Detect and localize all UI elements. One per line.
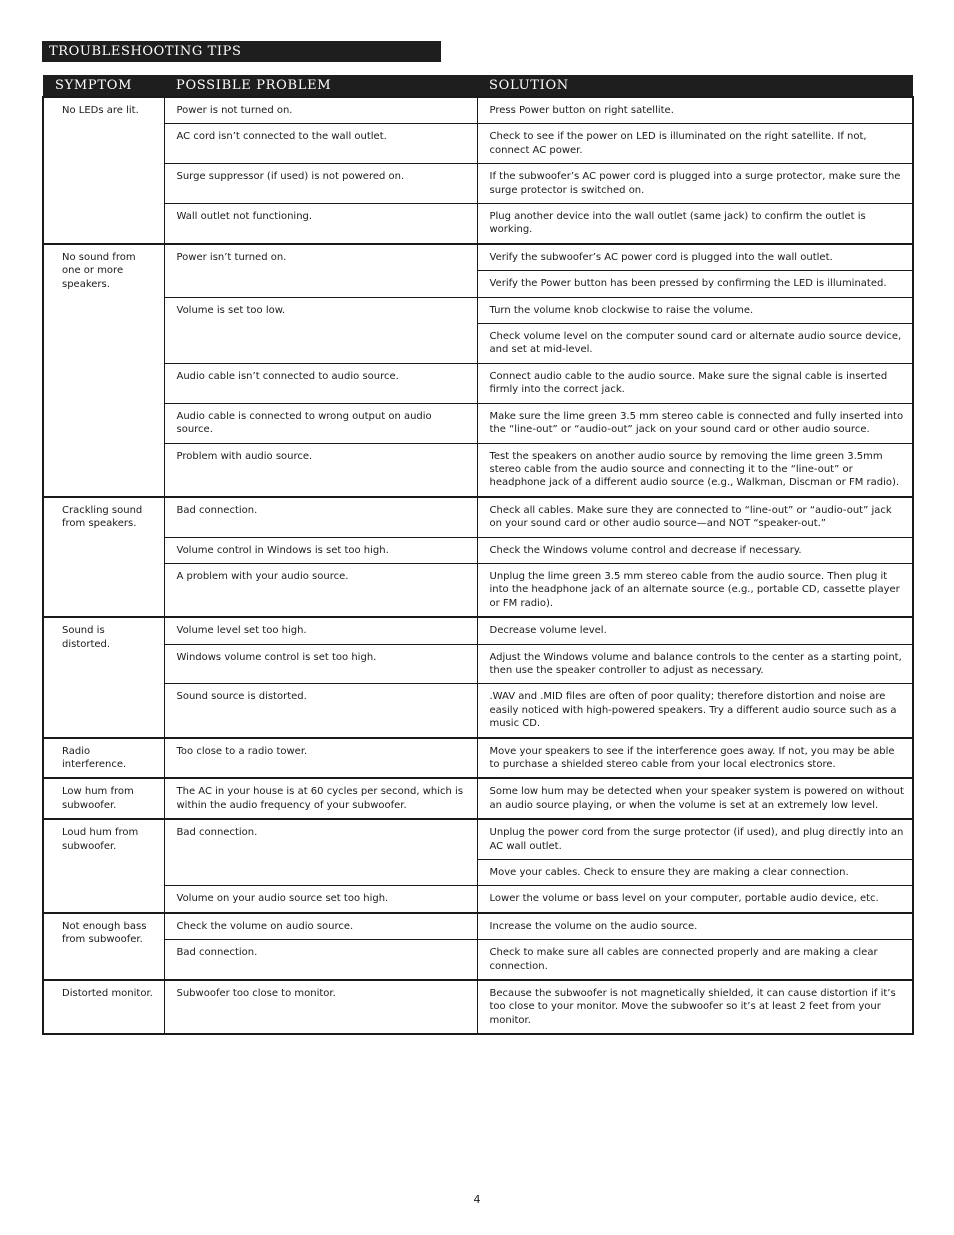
table-header-row [43,75,913,97]
symptom-group [43,244,913,497]
solution-cell: Test the speakers on another audio source by removing the lime green 3.5mm stereo cable from the audio source and connecting it to the “line-out” or headphone jack of a different audio source (e.g., Walkman, Discman or FM radio). [477,443,913,497]
problem-cell: Volume control in Windows is set too high. [164,537,477,563]
symptom-group [43,778,913,819]
solution-cell: Check to make sure all cables are connected properly and are making a clear connection. [477,940,913,980]
section-title: TROUBLESHOOTING TIPS [42,41,441,62]
table-row [43,778,913,819]
solution-cell: Lower the volume or bass level on your computer, portable audio device, etc. [477,886,913,913]
solution-cell: Turn the volume knob clockwise to raise the volume. [477,297,913,323]
problem-cell: A problem with your audio source. [164,563,477,617]
solution-cell: Verify the subwoofer’s AC power cord is plugged into the wall outlet. [477,244,913,271]
symptom-cell: Crackling sound from speakers. [43,497,164,617]
header-solution: SOLUTION [477,75,913,97]
solution-cell: Move your speakers to see if the interference goes away. If not, you may be able to purchase a shielded stereo cable from your local electronics store. [477,738,913,779]
problem-cell: Power is not turned on. [164,97,477,124]
table-row [43,204,913,244]
symptom-cell: Not enough bass from subwoofer. [43,913,164,980]
troubleshooting-table [42,75,914,1035]
problem-cell: Too close to a radio tower. [164,738,477,779]
solution-cell: If the subwoofer’s AC power cord is plugged into a surge protector, make sure the surge protector is switched on. [477,164,913,204]
problem-cell: Bad connection. [164,497,477,537]
solution-cell: Verify the Power button has been pressed by confirming the LED is illuminated. [477,271,913,297]
table-row [43,363,913,403]
symptom-group [43,738,913,779]
symptom-cell: No LEDs are lit. [43,97,164,244]
symptom-group [43,617,913,737]
problem-cell: Check the volume on audio source. [164,913,477,940]
table-row [43,980,913,1034]
solution-cell: .WAV and .MID files are often of poor quality; therefore distortion and noise are easily noticed with high-powered speakers. Try a different audio source such as a music CD. [477,684,913,738]
solution-cell: Adjust the Windows volume and balance controls to the center as a starting point, then use the speaker controller to adjust as necessary. [477,644,913,684]
solution-cell: Unplug the power cord from the surge protector (if used), and plug directly into an AC wall outlet. [477,819,913,859]
problem-cell: Bad connection. [164,940,477,980]
symptom-group [43,819,913,913]
symptom-cell: Radio interference. [43,738,164,779]
problem-cell: Subwoofer too close to monitor. [164,980,477,1034]
problem-cell: Sound source is distorted. [164,684,477,738]
solution-cell: Make sure the lime green 3.5 mm stereo cable is connected and fully inserted into the “line-out” or “audio-out” jack on your sound card or other audio source. [477,403,913,443]
problem-cell: Volume on your audio source set too high. [164,886,477,913]
problem-cell: The AC in your house is at 60 cycles per second, which is within the audio frequency of your subwoofer. [164,778,477,819]
table-row [43,886,913,913]
problem-cell: Windows volume control is set too high. [164,644,477,684]
problem-cell: Audio cable is connected to wrong output on audio source. [164,403,477,443]
table-row [43,97,913,124]
symptom-group [43,97,913,244]
table-row [43,244,913,271]
problem-cell: Problem with audio source. [164,443,477,497]
table-row [43,164,913,204]
solution-cell: Unplug the lime green 3.5 mm stereo cable from the audio source. Then plug it into the headphone jack of an alternate source (e.g., portable CD, cassette player or FM radio). [477,563,913,617]
problem-cell: Volume level set too high. [164,617,477,644]
symptom-cell: Distorted monitor. [43,980,164,1034]
problem-cell: Volume is set too low. [164,297,477,363]
solution-cell: Because the subwoofer is not magnetically shielded, it can cause distortion if it’s too close to your monitor. Move the subwoofer so it’s at least 2 feet from your monitor. [477,980,913,1034]
header-possible-problem: POSSIBLE PROBLEM [164,75,477,97]
table-row [43,537,913,563]
table-row [43,124,913,164]
table-row [43,563,913,617]
solution-cell: Check to see if the power on LED is illuminated on the right satellite. If not, connect AC power. [477,124,913,164]
solution-cell: Connect audio cable to the audio source. Make sure the signal cable is inserted firmly into the correct jack. [477,363,913,403]
symptom-cell: No sound from one or more speakers. [43,244,164,497]
symptom-group [43,913,913,980]
solution-cell: Plug another device into the wall outlet (same jack) to confirm the outlet is working. [477,204,913,244]
problem-cell: Surge suppressor (if used) is not powered on. [164,164,477,204]
symptom-cell: Low hum from subwoofer. [43,778,164,819]
solution-cell: Move your cables. Check to ensure they are making a clear connection. [477,860,913,886]
table-row [43,443,913,497]
table-row [43,497,913,537]
solution-cell: Decrease volume level. [477,617,913,644]
table-row [43,819,913,859]
solution-cell: Some low hum may be detected when your speaker system is powered on without an audio source playing, or when the volume is set at an extremely low level. [477,778,913,819]
problem-cell: Audio cable isn’t connected to audio source. [164,363,477,403]
header-symptom: SYMPTOM [43,75,164,97]
table-row [43,644,913,684]
page-number: 4 [473,1193,481,1206]
problem-cell: Power isn’t turned on. [164,244,477,297]
table-row [43,738,913,779]
solution-cell: Check volume level on the computer sound card or alternate audio source device, and set at mid-level. [477,324,913,364]
table-row [43,403,913,443]
problem-cell: AC cord isn’t connected to the wall outlet. [164,124,477,164]
symptom-cell: Loud hum from subwoofer. [43,819,164,913]
table-row [43,617,913,644]
table-row [43,913,913,940]
table-row [43,684,913,738]
solution-cell: Check all cables. Make sure they are connected to “line-out” or “audio-out” jack on your sound card or other audio source—and NOT “speaker-out.” [477,497,913,537]
table-row [43,297,913,323]
problem-cell: Wall outlet not functioning. [164,204,477,244]
problem-cell: Bad connection. [164,819,477,886]
solution-cell: Increase the volume on the audio source. [477,913,913,940]
solution-cell: Check the Windows volume control and decrease if necessary. [477,537,913,563]
solution-cell: Press Power button on right satellite. [477,97,913,124]
symptom-group [43,497,913,617]
symptom-cell: Sound is distorted. [43,617,164,737]
table-row [43,940,913,980]
symptom-group [43,980,913,1034]
